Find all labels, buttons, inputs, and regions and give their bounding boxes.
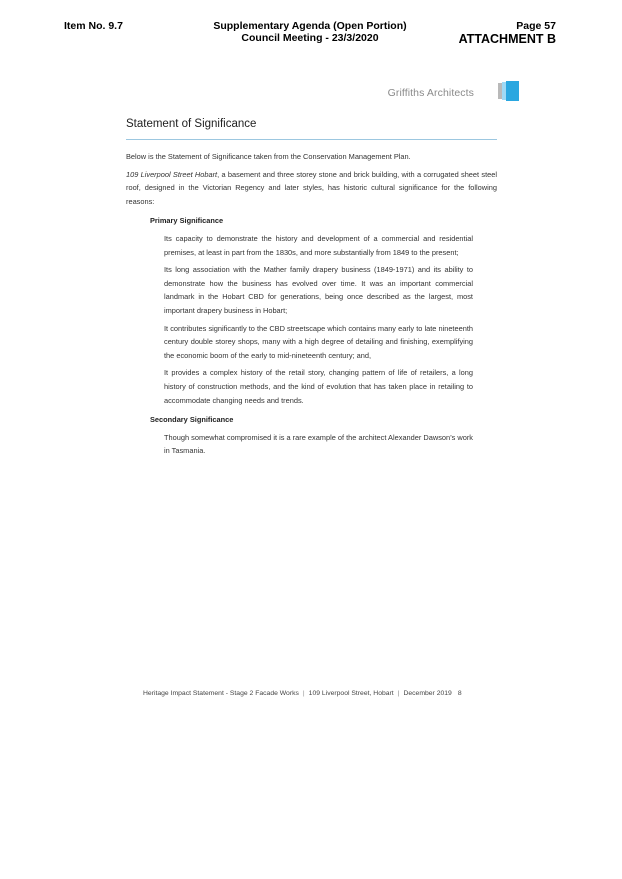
primary-item: It contributes significantly to the CBD streetscape which contains many early to late nineteenth century double storey shops, many with a high degree of detailing and finishing, exemplifying the economic boom of the early to mid-nineteenth century; and, [164,323,473,360]
item-number: Item No. 9.7 [64,20,123,32]
agenda-line-2: Council Meeting - 23/3/2020 [241,32,379,44]
section-body [126,150,497,462]
brand-block [388,82,496,104]
primary-item: Its long association with the Mather family drapery business (1849-1971) and its ability to demonstrate how the business has evolved over time. It was an important commercial landmark in the Hobart CBD for generations, being once described as the largest, most important drapery business in Hobart; [164,265,473,315]
secondary-item: Though somewhat compromised it is a rare example of the architect Alexander Dawson’s work in Tasmania. [164,432,473,456]
footer-address: 109 Liverpool Street, Hobart [308,690,394,697]
page-attachment [459,20,556,46]
footer-page-number: 8 [457,690,462,697]
lead-paragraph [126,168,497,209]
property-name: 109 Liverpool Street Hobart [126,169,218,179]
footer-document-title: Heritage Impact Statement - Stage 2 Facade Works [143,690,299,697]
griffiths-logo-icon [498,80,520,102]
brand-name: Griffiths Architects [387,87,474,99]
agenda-line-1: Supplementary Agenda (Open Portion) [213,20,407,32]
attachment-label: ATTACHMENT B [458,32,556,46]
section-title: Statement of Significance [126,118,257,130]
page-header [0,20,622,50]
primary-item: It provides a complex history of the retail story, changing pattern of life of retailers, a long history of construction methods, and the kind of evolution that has taken place in retailing to accommodate changing needs and trends. [164,368,473,405]
secondary-significance-heading: Secondary Significance [150,415,234,425]
primary-item: Its capacity to demonstrate the history and development of a commercial and residential premises, at least in part from the 1830s, and more substantially from 1849 to the present; [164,233,473,257]
agenda-title [200,20,420,44]
footer-date: December 2019 [403,690,452,697]
agenda-page-number: Page 57 [516,20,556,32]
lead-text: , a basement and three storey stone and brick building, with a corrugated sheet steel roof, designed in the Victorian Regency and later styles, has historic cultural significance for the following reasons: [126,169,497,206]
footer-separator: | [397,690,400,697]
footer-separator: | [302,690,305,697]
intro-paragraph: Below is the Statement of Significance taken from the Conservation Management Plan. [126,152,411,161]
page-footer [143,690,497,697]
title-divider [126,139,497,140]
primary-significance-heading: Primary Significance [150,216,224,226]
